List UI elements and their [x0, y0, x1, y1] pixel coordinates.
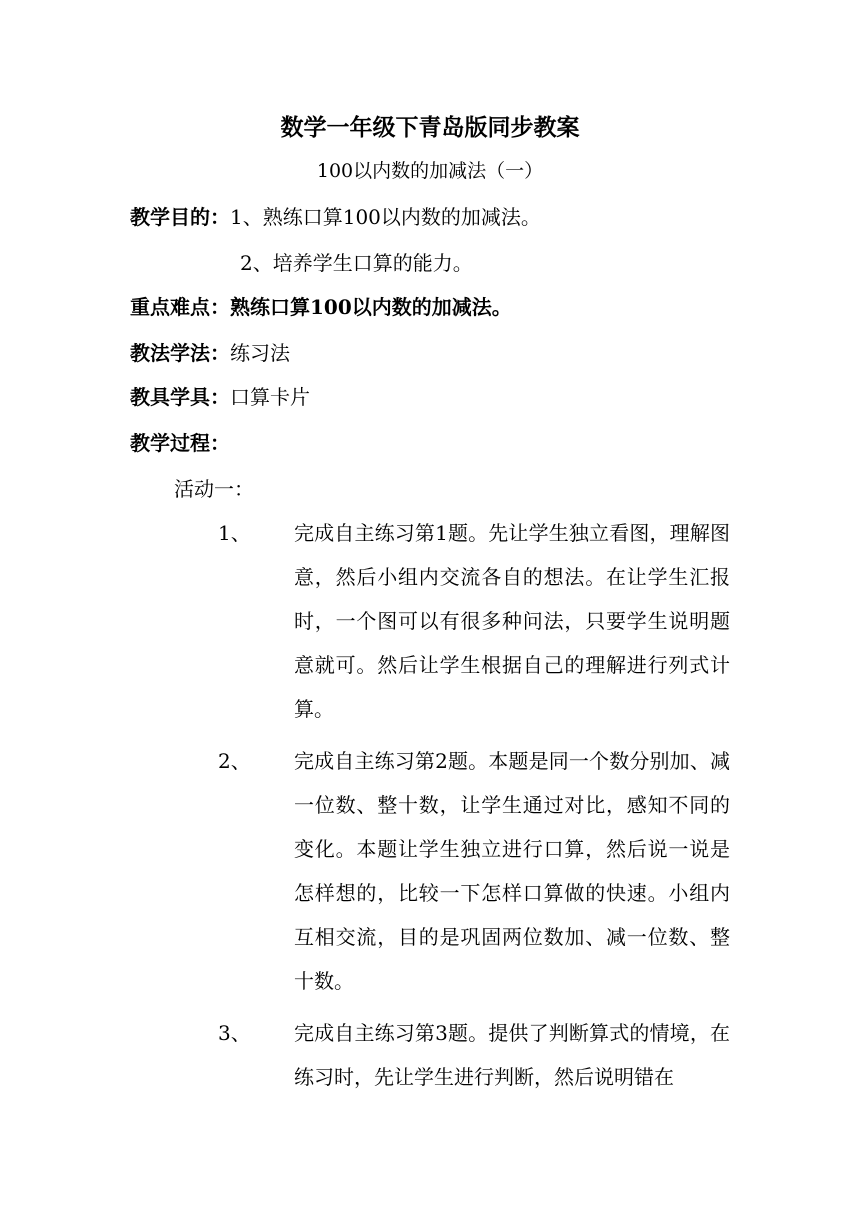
tools-label: 教具学具： — [130, 385, 230, 409]
key-points-label: 重点难点： — [130, 295, 230, 319]
key-points-row — [130, 292, 512, 322]
process-row — [130, 428, 230, 458]
objectives-row — [130, 202, 541, 232]
methods-label: 教法学法： — [130, 341, 230, 365]
methods-row — [130, 338, 290, 368]
tools-text: 口算卡片 — [230, 385, 310, 409]
objectives-label: 教学目的： — [130, 205, 230, 229]
process-label: 教学过程： — [130, 431, 230, 455]
item-text: 完成自主练习第2题。本题是同一个数分别加、减一位数、整十数，让学生通过对比，感知不同的变化。本题让学生独立进行口算，然后说一说是怎样想的，比较一下怎样口算做的快速。小组内互相交流，目的是巩固两位数加、减一位数、整十数。 — [294, 749, 730, 993]
document-subtitle: 100以内数的加减法（一） — [316, 160, 544, 182]
item-text: 完成自主练习第3题。提供了判断算式的情境，在练习时，先让学生进行判断，然后说明错在 — [294, 1021, 730, 1089]
objectives-item-1: 1、熟练口算100以内数的加减法。 — [230, 205, 541, 229]
key-points-text: 熟练口算100以内数的加减法。 — [230, 295, 512, 319]
tools-row — [130, 382, 310, 412]
activity-label: 活动一： — [174, 477, 254, 501]
item-number: 3、 — [218, 1021, 251, 1045]
item-number: 2、 — [218, 749, 251, 773]
objectives-item-2: 2、培养学生口算的能力。 — [240, 251, 473, 275]
methods-text: 练习法 — [230, 341, 290, 365]
document-title: 数学一年级下青岛版同步教案 — [280, 114, 580, 141]
item-text: 完成自主练习第1题。先让学生独立看图，理解图意，然后小组内交流各自的想法。在让学生汇报时，一个图可以有很多种问法，只要学生说明题意就可。然后让学生根据自己的理解进行列式计算。 — [294, 521, 730, 721]
item-number: 1、 — [218, 521, 251, 545]
